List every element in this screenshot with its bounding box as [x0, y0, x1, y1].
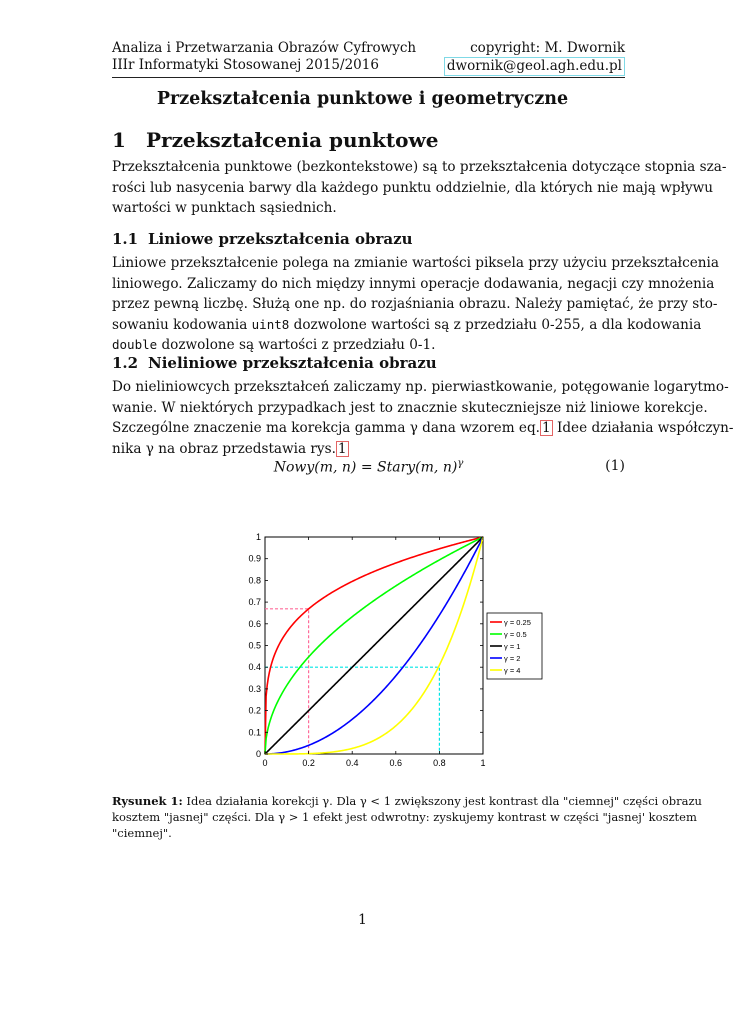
- y-tick-label: 0.2: [248, 705, 261, 716]
- y-tick-label: 0.1: [248, 727, 261, 738]
- section-title: Nieliniowe przekształcenia obrazu: [148, 354, 437, 372]
- section-1-paragraph: [112, 157, 727, 219]
- x-tick-label: 0.2: [302, 758, 315, 768]
- legend-label: γ = 1: [504, 642, 521, 651]
- equation-body: [112, 458, 625, 476]
- text-fragment: Szczególne znaczenie ma korekcja gamma γ dana wzorem eq.: [112, 420, 540, 437]
- section-title: Przekształcenia punktowe: [146, 128, 439, 152]
- y-tick-label: 0.3: [248, 683, 261, 694]
- section-1-heading: [112, 128, 438, 152]
- legend-label: γ = 0.5: [504, 630, 527, 639]
- equation-ref-link[interactable]: 1: [541, 420, 551, 437]
- code-double: double: [112, 337, 158, 353]
- text-line: liniowego. Zaliczamy do nich między innymi operacje dodawania, negacji czy mnożenia: [112, 275, 715, 292]
- y-tick-label: 0.7: [248, 597, 261, 608]
- section-title: Liniowe przekształcenia obrazu: [148, 230, 413, 248]
- copyright: copyright: M. Dwornik: [470, 40, 625, 56]
- text-line: [112, 439, 625, 460]
- caption-line: [112, 793, 702, 809]
- text-line: Do nieliniowcych przekształceń zaliczamy np. pierwiastkowanie, potęgowanie logarytmo-: [112, 379, 729, 395]
- course-title: Analiza i Przetwarzania Obrazów Cyfrowych: [112, 40, 417, 56]
- figure-ref-link[interactable]: 1: [337, 440, 347, 457]
- legend-label: γ = 4: [504, 666, 521, 675]
- email-link[interactable]: dwornik@geol.agh.edu.pl: [444, 57, 625, 76]
- text-fragment: nika γ na obraz przedstawia rys.: [112, 440, 336, 457]
- text-line: Przekształcenia punktowe (bezkontekstowe) są to przekształcenia dotyczące stopnia sza-: [112, 159, 727, 175]
- equation-text: Nowy(m, n) = Stary(m, n): [273, 459, 458, 476]
- section-1-2-heading: [112, 354, 437, 372]
- equation-number: (1): [605, 458, 625, 474]
- text-line: [112, 335, 625, 356]
- caption-line: "ciemnej".: [112, 826, 172, 840]
- caption-label: Rysunek 1:: [112, 794, 183, 808]
- x-tick-label: 0.8: [433, 758, 446, 768]
- text-fragment: dozwolone są wartości z przedziału 0-1.: [157, 337, 436, 354]
- running-header-right: [444, 40, 625, 76]
- section-number: 1: [112, 128, 126, 152]
- x-tick-label: 0.6: [389, 758, 403, 768]
- y-tick-label: 0.6: [248, 618, 261, 629]
- y-tick-label: 0.9: [248, 553, 261, 564]
- legend-label: γ = 0.25: [504, 618, 531, 627]
- x-tick-label: 0: [262, 758, 268, 768]
- text-line: wanie. W niektórych przypadkach jest to znacznie skuteczniejsze niż liniowe korekcje.: [112, 399, 708, 416]
- gamma-correction-chart: [230, 520, 531, 780]
- text-line: wartości w punktach sąsiednich.: [112, 200, 337, 217]
- document-title: Przekształcenia punktowe i geometryczne: [156, 89, 569, 109]
- section-1-1-heading: [112, 230, 413, 248]
- text-fragment: dozwolone wartości są z przedziału 0-255, a dla kodowania: [289, 316, 702, 333]
- text-line: [112, 315, 702, 336]
- figure-caption: [112, 793, 702, 841]
- text-line: przez pewną liczbę. Służą one np. do rozjaśniania obrazu. Należy pamiętać, że przy sto-: [112, 296, 718, 313]
- y-tick-label: 0: [255, 749, 261, 759]
- text-fragment: Idea działania korekcji γ. Dla γ < 1 zwiększony jest kontrast dla "ciemnej" części obrazu: [182, 794, 702, 808]
- y-tick-label: 0.4: [248, 662, 261, 673]
- equation-exponent: γ: [457, 458, 464, 469]
- section-number: 1.2: [112, 354, 139, 372]
- x-tick-label: 0.4: [345, 758, 359, 768]
- section-1-2-paragraph: [112, 377, 734, 459]
- y-tick-label: 1: [255, 532, 261, 542]
- equation-1: [112, 458, 625, 476]
- header-rule: [112, 77, 625, 78]
- y-tick-label: 0.8: [248, 575, 261, 586]
- text-line: Liniowe przekształcenie polega na zmianie wartości piksela przy użyciu przekształcenia: [112, 255, 719, 271]
- section-1-1-paragraph: [112, 253, 719, 356]
- y-tick-label: 0.5: [248, 640, 261, 651]
- text-line: rości lub nasycenia barwy dla każdego punktu oddzielnie, dla których nie mają wpływu: [112, 179, 714, 196]
- caption-line: kosztem "jasnej" części. Dla γ > 1 efekt jest odwrotny: zyskujemy kontrast w części "jasnej' kosztem: [112, 810, 697, 824]
- legend-label: γ = 2: [504, 654, 521, 663]
- text-line: [112, 418, 734, 439]
- text-fragment: sowaniu kodowania: [112, 316, 252, 333]
- code-uint8: uint8: [251, 316, 290, 332]
- text-fragment: Idee działania współczyn-: [552, 420, 734, 437]
- x-tick-label: 1: [480, 758, 486, 768]
- page-number: 1: [358, 912, 367, 928]
- course-group: IIIr Informatyki Stosowanej 2015/2016: [112, 57, 379, 73]
- section-number: 1.1: [112, 230, 139, 248]
- running-header-left: [112, 40, 416, 74]
